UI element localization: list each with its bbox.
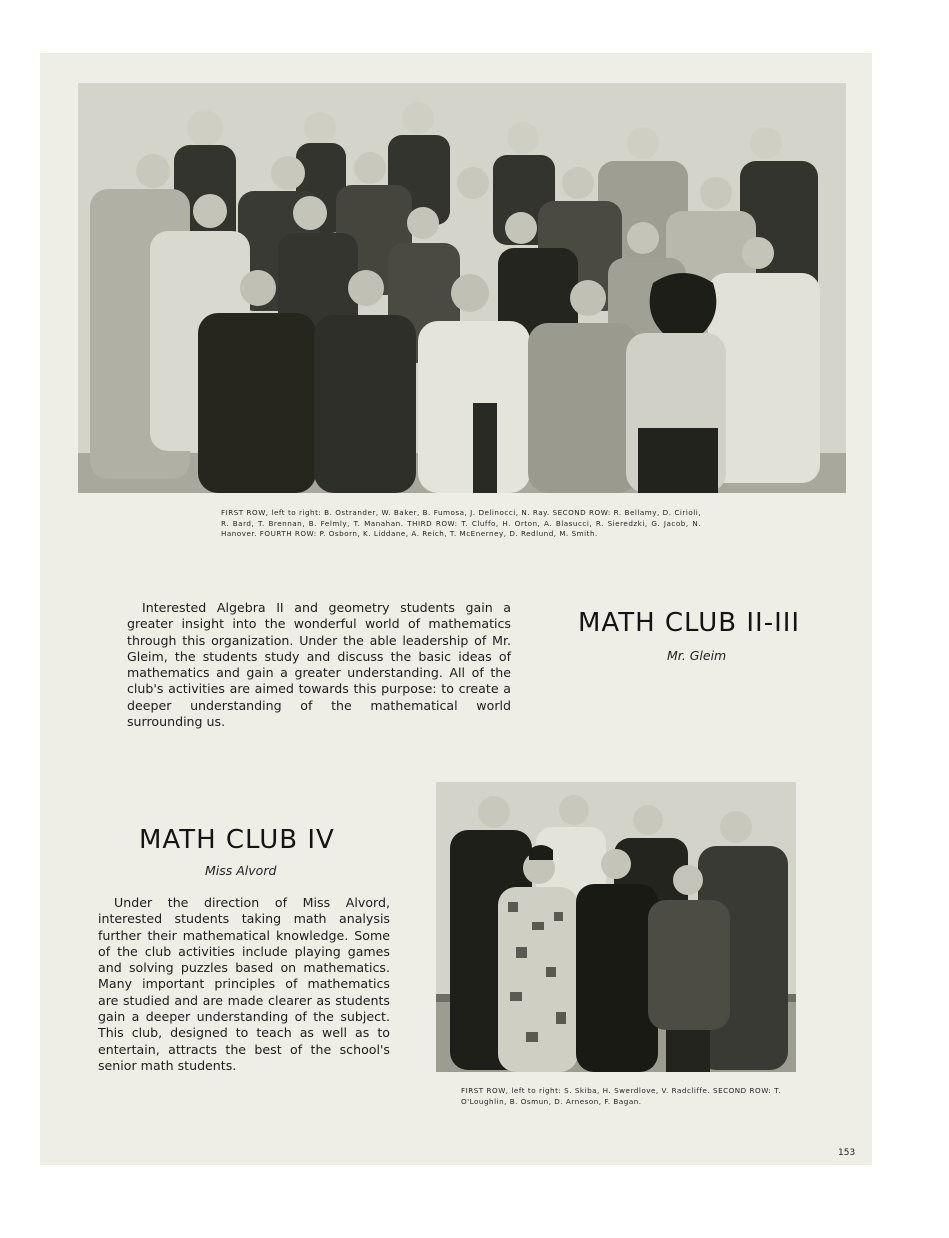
group-photo-figures	[78, 83, 846, 493]
math-club-ii-iii-group-photo	[78, 83, 846, 493]
yearbook-page	[40, 53, 872, 1165]
math-club-iv-title: MATH CLUB IV	[139, 825, 335, 855]
small-group-photo-figures	[436, 782, 796, 1072]
math-club-iv-group-photo	[436, 782, 796, 1072]
math-club-iv-description: Under the direction of Miss Alvord, interested students taking math analysis further their mathematical knowledge. Some of the club activities include playing games and solving puzzles based on mathematics. Many important principles of mathematics are studied and are made clearer as students gain a deeper understanding of the subject. This club, designed to teach as well as to entertain, attracts the best of the school's senior math students.	[98, 895, 390, 1073]
math-club-iv-advisor: Miss Alvord	[205, 863, 277, 878]
page-number: 153	[838, 1148, 856, 1158]
bottom-photo-caption: FIRST ROW, left to right: S. Skiba, H. Swerdlove, V. Radcliffe. SECOND ROW: T. O'Loughlin, B. Osmun, D. Arneson, F. Bagan.	[461, 1086, 781, 1106]
math-club-ii-iii-title: MATH CLUB II-III	[578, 608, 801, 638]
math-club-ii-iii-description: Interested Algebra II and geometry students gain a greater insight into the wonderful world of mathematics through this organization. Under the able leadership of Mr. Gleim, the students study and discuss the basic ideas of mathematics and gain a greater understanding. All of the club's activities are aimed towards this purpose: to create a deeper understanding of the mathematical world surrounding us.	[127, 600, 511, 730]
top-photo-caption: FIRST ROW, left to right: B. Ostrander, W. Baker, B. Fumosa, J. Delinocci, N. Ray. SECOND ROW: R. Bellamy, D. Cirioli, R. Bard, T. Brennan, B. Felmly, T. Manahan. THIRD ROW: T. Cluffo, H. Orton, A. Blasucci, R. Sieredzki, G. Jacob, N. Hanover. FOURTH ROW: P. Osborn, K. Liddane, A. Reich, T. McEnerney, D. Redlund, M. Smith.	[221, 508, 701, 538]
math-club-ii-iii-advisor: Mr. Gleim	[667, 648, 727, 663]
